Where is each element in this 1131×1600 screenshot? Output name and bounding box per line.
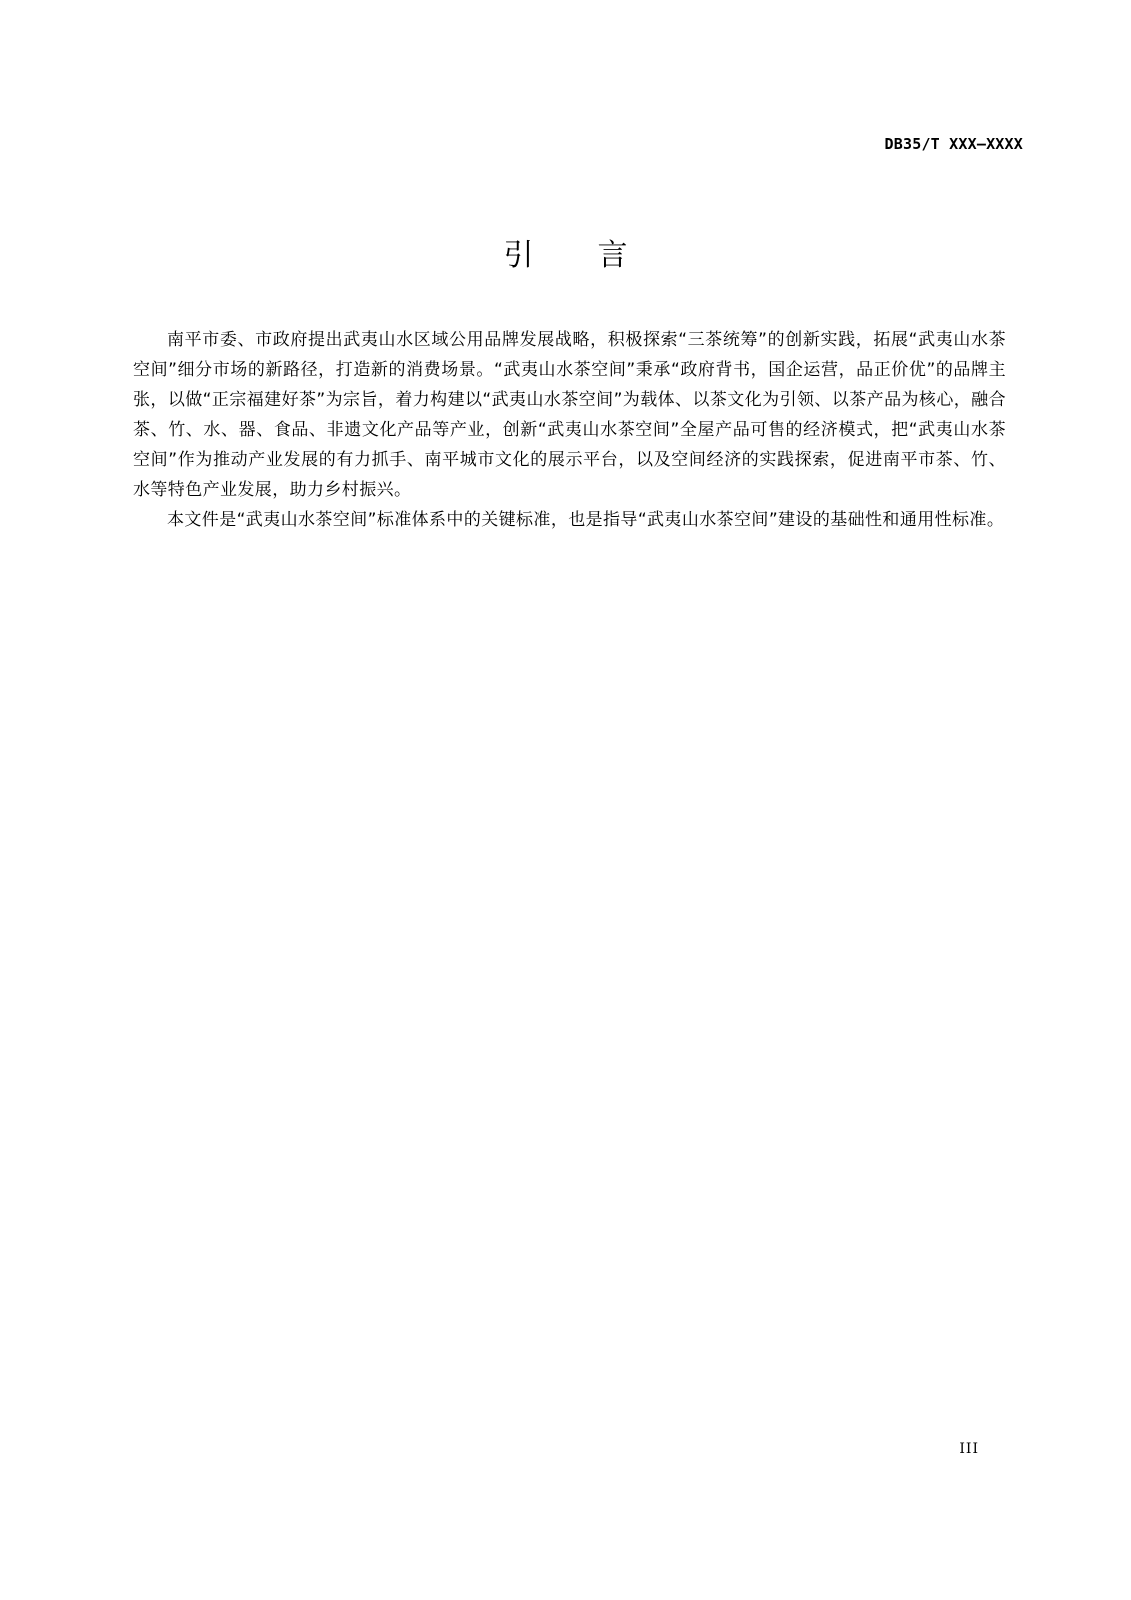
paragraph-scope: 本文件是“武夷山水茶空间”标准体系中的关键标准，也是指导“武夷山水茶空间”建设的基础性和通用性标准。 — [167, 510, 1005, 530]
page-title: 引言 — [503, 238, 692, 273]
page-number: III — [959, 1441, 979, 1457]
document-code: DB35/T XXX—XXXX — [884, 135, 1023, 153]
body-text — [133, 325, 1006, 535]
paragraph-intro: 南平市委、市政府提出武夷山水区域公用品牌发展战略，积极探索“三茶统筹”的创新实践，拓展“武夷山水茶空间”细分市场的新路径，打造新的消费场景。“武夷山水茶空间”秉承“政府背书，国企运营，品正价优”的品牌主张，以做“正宗福建好茶”为宗旨，着力构建以“武夷山水茶空间”为载体、以茶文化为引领、以茶产品为核心，融合茶、竹、水、器、食品、非遗文化产品等产业，创新“武夷山水茶空间”全屋产品可售的经济模式，把“武夷山水茶空间”作为推动产业发展的有力抓手、南平城市文化的展示平台，以及空间经济的实践探索，促进南平市茶、竹、水等特色产业发展，助力乡村振兴。 — [133, 330, 1006, 500]
